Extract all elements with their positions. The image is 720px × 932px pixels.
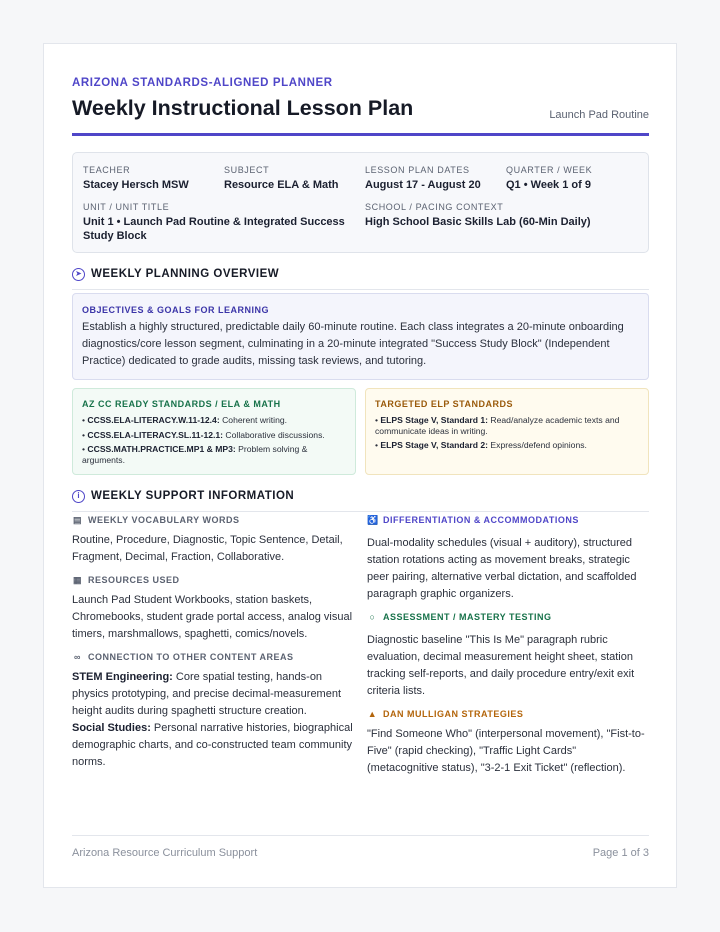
az-standards-label: AZ CC READY STANDARDS / ELA & MATH [82, 399, 281, 409]
stem-label: STEM Engineering: [72, 671, 173, 683]
teacher-field [83, 165, 189, 192]
objectives-text: Establish a highly structured, predictable daily 60-minute routine. Each class integrates a 20-minute onboarding diagnostics/core lesson segment, culminating in a 20-minute integrated "Success Study Block" (Independent Practice) dedicated to grade audits, missing task reviews, and tutoring. [82, 321, 624, 367]
differentiation-heading: ♿ DIFFERENTIATION & ACCOMMODATIONS [367, 515, 579, 525]
support-heading [72, 489, 649, 512]
subject-field [224, 165, 339, 192]
elp-standards-label: TARGETED ELP STANDARDS [375, 399, 514, 409]
assessment-text: Diagnostic baseline "This Is Me" paragraph rubric evaluation, decimal measurement height sheet, station tracking self-reports, and daily procedure entry/exit exit criteria lists. [367, 634, 635, 697]
overview-heading-text: WEEKLY PLANNING OVERVIEW [91, 268, 280, 280]
az-standards-box [72, 388, 356, 475]
objectives-label: OBJECTIVES & GOALS FOR LEARNING [82, 305, 270, 315]
differentiation-text: Dual-modality schedules (visual + auditory), structured station rotations acting as movement breaks, strategic peer pairing, alternative verbal dictation, and scaffolded paragraph graphic organizers. [367, 537, 637, 600]
lesson-meta-box [72, 152, 649, 253]
dates-value: August 17 - August 20 [365, 179, 481, 191]
support-heading-text: WEEKLY SUPPORT INFORMATION [91, 490, 295, 502]
routine-label: Launch Pad Routine [549, 109, 649, 121]
dates-label: LESSON PLAN DATES [365, 165, 470, 175]
stem-text: Core spatial testing, hands-on physics prototyping, and precise decimal-measurement height audits during spaghetti structure creation. [72, 671, 342, 717]
elp-standards-list [375, 415, 639, 451]
quarter-value: Q1 • Week 1 of 9 [506, 179, 591, 191]
page-number: Page 1 of 3 [592, 847, 649, 859]
school-label: SCHOOL / PACING CONTEXT [365, 202, 504, 212]
info-icon: i [72, 490, 85, 503]
school-field [365, 202, 635, 229]
list-item: • CCSS.ELA-LITERACY.SL.11-12.1: Collaborative discussions. [82, 429, 325, 440]
support-right-column [367, 515, 649, 777]
connection-text [72, 669, 354, 771]
support-left-column [72, 515, 354, 771]
book-icon: ▤ [72, 515, 82, 525]
social-label: Social Studies: [72, 722, 151, 734]
title-divider [72, 133, 649, 136]
accessibility-icon: ♿ [367, 515, 379, 525]
elp-standards-box [365, 388, 649, 475]
teacher-label: TEACHER [83, 165, 131, 175]
compass-icon: ➤ [72, 268, 85, 281]
link-icon: ∞ [74, 652, 81, 662]
list-item: • ELPS Stage V, Standard 2: Express/defend opinions. [375, 440, 587, 450]
teacher-value: Stacey Hersch MSW [83, 179, 189, 191]
az-standards-list [82, 415, 346, 465]
objectives-box [72, 293, 649, 380]
unit-label: UNIT / UNIT TITLE [83, 202, 170, 212]
quarter-field [506, 165, 592, 192]
page-title: Weekly Instructional Lesson Plan [72, 96, 414, 120]
unit-value: Unit 1 • Launch Pad Routine & Integrated Success Study Block [83, 216, 345, 242]
vocab-heading: ▤ WEEKLY VOCABULARY WORDS [72, 515, 240, 525]
footer-divider [72, 835, 649, 836]
subject-label: SUBJECT [224, 165, 270, 175]
vocab-text: Routine, Procedure, Diagnostic, Topic Sentence, Detail, Fragment, Decimal, Fraction, Collaborative. [72, 534, 343, 563]
overview-heading [72, 267, 649, 290]
school-value: High School Basic Skills Lab (60-Min Daily) [365, 216, 591, 228]
graduation-cap-icon: ▲ [367, 709, 378, 719]
assessment-heading: ○ ASSESSMENT / MASTERY TESTING [367, 612, 649, 624]
social-text: Personal narrative histories, biographical demographic charts, and co-constructed team community norms. [72, 722, 353, 768]
list-item: • CCSS.ELA-LITERACY.W.11-12.4: Coherent writing. [82, 415, 288, 425]
strategies-text: "Find Someone Who" (interpersonal movement), "Fist-to-Five" (rapid checking), "Traffic Light Cards" (metacognitive status), "3-2-1 Exit Ticket" (reflection). [367, 728, 645, 774]
dates-field [365, 165, 481, 192]
connection-heading: ∞ CONNECTION TO OTHER CONTENT AREAS [72, 652, 354, 664]
footer-org: Arizona Resource Curriculum Support [72, 847, 258, 859]
subject-value: Resource ELA & Math [224, 179, 339, 191]
award-icon: ○ [369, 612, 376, 622]
list-item: • CCSS.MATH.PRACTICE.MP1 & MP3: Problem solving & arguments. [82, 444, 308, 465]
quarter-label: QUARTER / WEEK [506, 165, 593, 175]
unit-field [83, 202, 353, 243]
resources-text: Launch Pad Student Workbooks, station baskets, Chromebooks, student grade portal access, analog visual timers, marshmallows, spaghetti, comics/novels. [72, 594, 353, 640]
lesson-plan-page [43, 43, 677, 888]
strategies-heading: ▲ DAN MULLIGAN STRATEGIES [367, 709, 524, 719]
list-item: • ELPS Stage V, Standard 1: Read/analyze academic texts and communicate ideas in writing. [375, 415, 620, 436]
resources-heading: ▦ RESOURCES USED [72, 575, 180, 585]
library-icon: ▦ [72, 575, 82, 585]
planner-eyebrow: ARIZONA STANDARDS-ALIGNED PLANNER [72, 77, 333, 89]
